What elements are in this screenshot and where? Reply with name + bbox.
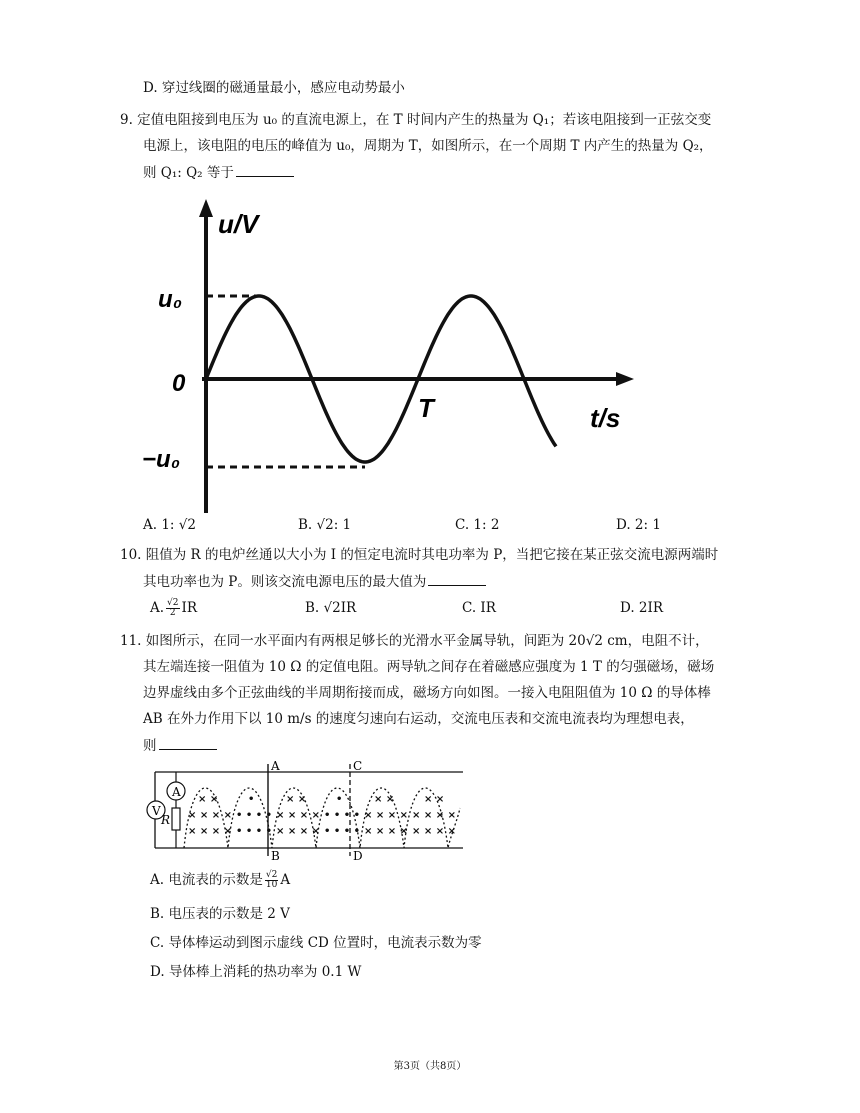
neg-u0-label: −u₀ [142, 446, 181, 473]
field-dot-marks: • • • • [324, 826, 361, 837]
field-dot-marks: • [248, 794, 255, 805]
fraction-denominator: 10 [265, 880, 278, 890]
q11-stem-line5-text: 则 [143, 738, 157, 754]
field-cross-marks: × × [198, 794, 219, 805]
answer-blank [236, 162, 294, 177]
q10-option-a-suffix: IR [181, 600, 198, 616]
field-cross-marks: × × × × [276, 810, 320, 821]
q10-stem-line2 [143, 571, 486, 592]
field-cross-marks: × × × × [188, 826, 232, 837]
q10-stem-line1: 10. 阻值为 R 的电炉丝通以大小为 I 的恒定电流时其电功率为 P，当把它接在某正弦交流电源两端时 [120, 547, 719, 563]
q9-option-a[interactable]: A. 1: √2 [143, 517, 196, 533]
label-d: D [353, 849, 363, 863]
field-cross-marks: × × × × [364, 810, 408, 821]
q11-stem-line2: 其左端连接一阻值为 10 Ω 的定值电阻。两导轨之间存在着磁感应强度为 1 T 的匀强磁场，磁场 [143, 659, 715, 675]
q10-option-a-prefix: A. [150, 600, 165, 616]
q11-option-a-prefix: A. 电流表的示数是 [150, 872, 263, 888]
q11-rail-figure [140, 758, 470, 863]
q10-option-c[interactable]: C. IR [462, 600, 496, 616]
field-cross-marks: × × [286, 794, 307, 805]
q11-stem-line1: 11. 如图所示，在同一水平面内有两根足够长的光滑水平金属导轨，间距为 20√2 cm，电阻不计， [120, 633, 709, 649]
q11-option-d[interactable]: D. 导体棒上消耗的热功率为 0.1 W [150, 964, 362, 980]
field-dot-marks: • • • • [236, 810, 273, 821]
field-cross-marks: × × × × [364, 826, 408, 837]
field-cross-marks: × × [424, 794, 445, 805]
q11-stem-line3: 边界虚线由多个正弦曲线的半周期衔接而成，磁场方向如图。一接入电阻阻值为 10 Ω 的导体棒 [143, 685, 711, 701]
field-dot-marks: • • • • [324, 810, 361, 821]
resistor-icon [172, 808, 180, 830]
field-cross-marks: × × × × [188, 810, 232, 821]
fraction-denominator: 2 [169, 608, 176, 618]
fraction-numerator: √2 [265, 870, 278, 880]
ammeter-label: A [172, 785, 181, 799]
y-axis-label: u/V [218, 209, 259, 239]
q9-stem-line1: 9. 定值电阻接到电压为 u₀ 的直流电源上，在 T 时间内产生的热量为 Q₁；若该电阻接到一正弦交变 [120, 112, 712, 128]
q9-option-c[interactable]: C. 1: 2 [455, 517, 500, 533]
q9-stem-line3 [143, 162, 294, 183]
q11-option-c[interactable]: C. 导体棒运动到图示虚线 CD 位置时，电流表示数为零 [150, 935, 482, 951]
field-dot-marks: • • • • [236, 826, 273, 837]
q9-stem-line3-text: 则 Q₁: Q₂ 等于 [143, 165, 234, 181]
q11-stem-line5 [143, 735, 217, 756]
field-cross-marks: × × [374, 794, 395, 805]
q9-option-d[interactable]: D. 2: 1 [616, 517, 661, 533]
q10-option-a[interactable] [150, 598, 197, 618]
answer-blank [159, 735, 217, 750]
q11-stem-line4: AB 在外力作用下以 10 m/s 的速度匀速向右运动，交流电压表和交流电流表均为理想电表， [143, 711, 694, 727]
q10-stem-line2-text: 其电功率也为 P。则该交流电源电压的最大值为 [143, 574, 427, 590]
label-a: A [271, 759, 280, 773]
fraction-numerator: √2 [167, 598, 179, 608]
answer-blank [428, 571, 486, 586]
q8-option-d: D. 穿过线圈的磁通量最小，感应电动势最小 [143, 80, 405, 96]
field-dot-marks: • [336, 794, 343, 805]
field-cross-marks: × × × × [412, 826, 456, 837]
field-cross-marks: × × × × [412, 810, 456, 821]
fraction [265, 871, 278, 890]
label-b: B [271, 849, 280, 863]
fraction [166, 599, 179, 618]
x-axis-arrow [616, 372, 634, 386]
field-cross-marks: × × × × [276, 826, 320, 837]
q9-stem-line2: 电源上，该电阻的电压的峰值为 u₀，周期为 T，如图所示，在一个周期 T 内产生的热量为 Q₂， [143, 138, 713, 154]
q11-option-b[interactable]: B. 电压表的示数是 2 V [150, 906, 290, 922]
q10-option-d[interactable]: D. 2IR [620, 600, 664, 616]
q10-option-b[interactable]: B. √2IR [305, 600, 357, 616]
q11-option-a-suffix: A [280, 872, 291, 888]
x-axis-label: t/s [590, 403, 621, 433]
y-axis-arrow [199, 199, 213, 217]
q9-voltage-graph [140, 195, 660, 515]
resistor-label: R [161, 813, 171, 827]
zero-label: 0 [172, 370, 186, 397]
period-label: T [418, 393, 434, 423]
page-footer: 第3页（共8页） [393, 1061, 467, 1072]
u0-label: u₀ [158, 286, 183, 313]
q9-option-b[interactable]: B. √2: 1 [298, 517, 352, 533]
voltmeter-label: V [152, 804, 161, 818]
q11-option-a[interactable] [150, 870, 290, 890]
label-c: C [353, 759, 363, 773]
